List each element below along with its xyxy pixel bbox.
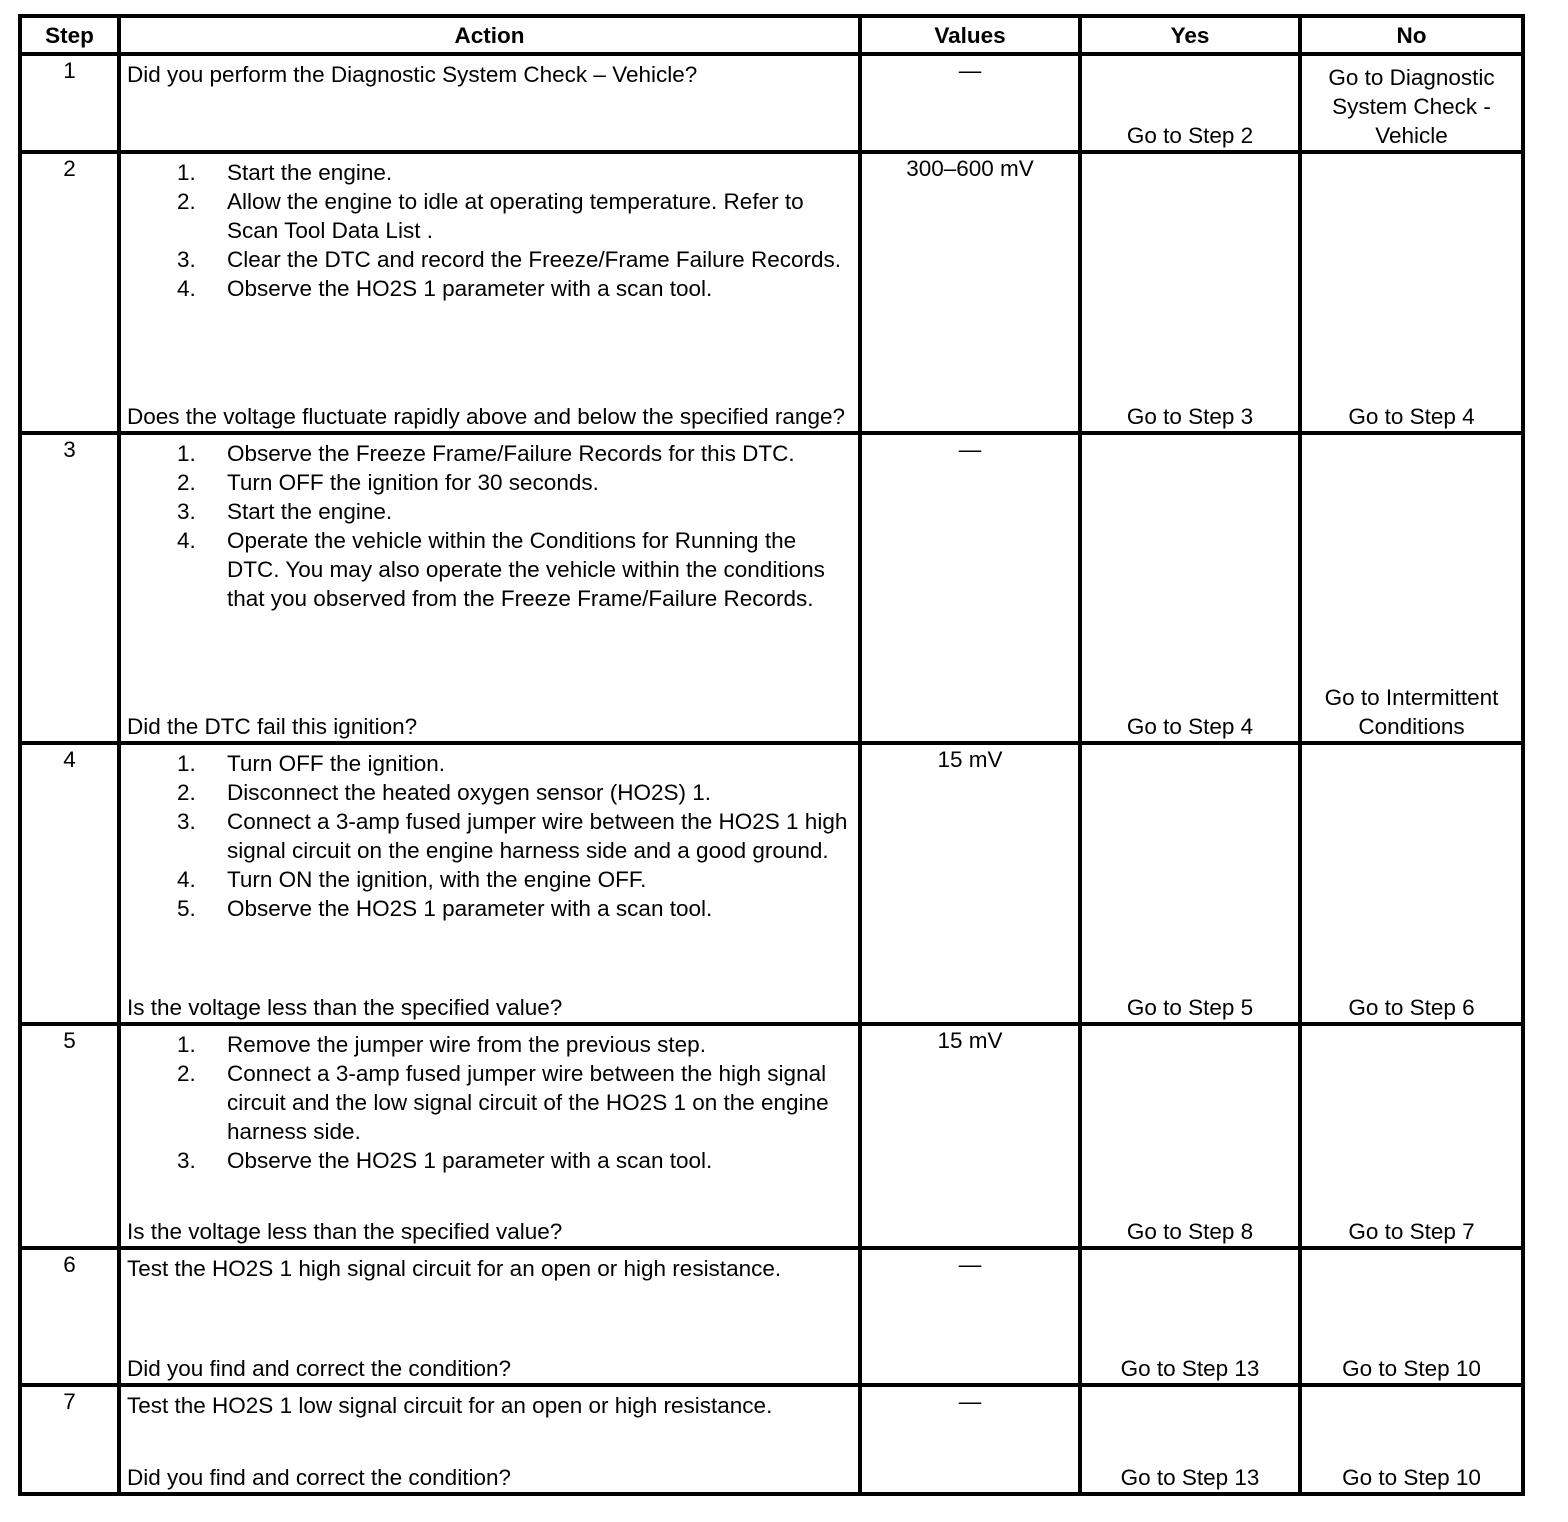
substep-item bbox=[127, 468, 848, 497]
substep-text: Remove the jumper wire from the previous step. bbox=[227, 1032, 706, 1057]
no-cell bbox=[1300, 54, 1523, 152]
substep-number: 2. bbox=[177, 189, 196, 214]
yes-cell bbox=[1080, 743, 1300, 1024]
substep-number: 1. bbox=[177, 160, 196, 185]
no-cell bbox=[1300, 433, 1523, 743]
substep-item bbox=[127, 245, 848, 274]
substep-item bbox=[127, 894, 848, 923]
no-link[interactable]: Go to Diagnostic System Check - Vehicle bbox=[1328, 65, 1495, 148]
substep-number: 2. bbox=[177, 470, 196, 495]
value-cell: — bbox=[860, 1385, 1080, 1494]
action-cell bbox=[119, 433, 860, 743]
no-link[interactable]: Go to Step 7 bbox=[1348, 1219, 1475, 1244]
table-row bbox=[20, 152, 1523, 433]
step-number: 2 bbox=[20, 152, 119, 433]
substep-item bbox=[127, 274, 848, 303]
substep-text: Clear the DTC and record the Freeze/Frame Failure Records. bbox=[227, 247, 841, 272]
substep-number: 3. bbox=[177, 247, 196, 272]
substep-list bbox=[127, 1030, 848, 1175]
substep-item bbox=[127, 1059, 848, 1146]
action-question: Is the voltage less than the specified value? bbox=[127, 1219, 563, 1244]
header-step: Step bbox=[20, 16, 119, 54]
action-cell bbox=[119, 743, 860, 1024]
yes-link[interactable]: Go to Step 13 bbox=[1120, 1356, 1260, 1381]
substep-text: Observe the HO2S 1 parameter with a scan tool. bbox=[227, 896, 713, 921]
substep-number: 3. bbox=[177, 499, 196, 524]
substep-number: 1. bbox=[177, 751, 196, 776]
substep-number: 2. bbox=[177, 780, 196, 805]
header-yes: Yes bbox=[1080, 16, 1300, 54]
substep-number: 4. bbox=[177, 867, 196, 892]
step-number: 6 bbox=[20, 1248, 119, 1385]
no-link[interactable]: Go to Intermittent Conditions bbox=[1324, 685, 1499, 739]
table-row bbox=[20, 1024, 1523, 1248]
no-link[interactable]: Go to Step 6 bbox=[1348, 995, 1475, 1020]
yes-link[interactable]: Go to Step 13 bbox=[1120, 1465, 1260, 1490]
table-body bbox=[20, 54, 1523, 1494]
action-intro: Did you perform the Diagnostic System Check – Vehicle? bbox=[127, 62, 698, 87]
table-row bbox=[20, 433, 1523, 743]
action-cell bbox=[119, 1385, 860, 1494]
substep-text: Allow the engine to idle at operating temperature. Refer to Scan Tool Data List . bbox=[227, 189, 804, 243]
substep-text: Operate the vehicle within the Conditions for Running the DTC. You may also operate the vehicle within the conditions that you observed from the Freeze Frame/Failure Records. bbox=[227, 528, 825, 611]
yes-cell bbox=[1080, 54, 1300, 152]
substep-text: Observe the HO2S 1 parameter with a scan tool. bbox=[227, 276, 713, 301]
action-cell bbox=[119, 1248, 860, 1385]
value-cell: 15 mV bbox=[860, 1024, 1080, 1248]
substep-item bbox=[127, 865, 848, 894]
value-cell: — bbox=[860, 433, 1080, 743]
action-question: Did you find and correct the condition? bbox=[127, 1465, 511, 1490]
yes-link[interactable]: Go to Step 5 bbox=[1126, 995, 1254, 1020]
substep-item bbox=[127, 158, 848, 187]
header-action: Action bbox=[119, 16, 860, 54]
substep-text: Observe the HO2S 1 parameter with a scan tool. bbox=[227, 1148, 713, 1173]
substep-item bbox=[127, 778, 848, 807]
value-cell: — bbox=[860, 1248, 1080, 1385]
value-cell: — bbox=[860, 54, 1080, 152]
value-cell: 15 mV bbox=[860, 743, 1080, 1024]
header-no: No bbox=[1300, 16, 1523, 54]
step-number: 3 bbox=[20, 433, 119, 743]
no-cell bbox=[1300, 1385, 1523, 1494]
yes-cell bbox=[1080, 433, 1300, 743]
substep-item bbox=[127, 187, 848, 245]
yes-link[interactable]: Go to Step 4 bbox=[1126, 714, 1254, 739]
substep-text: Connect a 3-amp fused jumper wire between the HO2S 1 high signal circuit on the engine harness side and a good ground. bbox=[227, 809, 848, 863]
substep-text: Turn OFF the ignition for 30 seconds. bbox=[227, 470, 599, 495]
substep-number: 1. bbox=[177, 1032, 196, 1057]
action-intro: Test the HO2S 1 low signal circuit for an open or high resistance. bbox=[127, 1393, 773, 1418]
substep-item bbox=[127, 807, 848, 865]
action-question: Is the voltage less than the specified value? bbox=[127, 995, 563, 1020]
step-number: 7 bbox=[20, 1385, 119, 1494]
action-question: Does the voltage fluctuate rapidly above and below the specified range? bbox=[127, 404, 845, 429]
yes-cell bbox=[1080, 1248, 1300, 1385]
substep-number: 3. bbox=[177, 1148, 196, 1173]
step-number: 1 bbox=[20, 54, 119, 152]
no-cell bbox=[1300, 1248, 1523, 1385]
substep-list bbox=[127, 439, 848, 613]
substep-number: 4. bbox=[177, 528, 196, 553]
value-cell: 300–600 mV bbox=[860, 152, 1080, 433]
table-row bbox=[20, 54, 1523, 152]
yes-link[interactable]: Go to Step 3 bbox=[1126, 404, 1254, 429]
step-number: 4 bbox=[20, 743, 119, 1024]
substep-number: 4. bbox=[177, 276, 196, 301]
no-link[interactable]: Go to Step 10 bbox=[1342, 1356, 1481, 1381]
substep-number: 3. bbox=[177, 809, 196, 834]
action-cell bbox=[119, 152, 860, 433]
substep-list bbox=[127, 749, 848, 923]
header-row bbox=[20, 16, 1523, 54]
step-number: 5 bbox=[20, 1024, 119, 1248]
action-intro: Test the HO2S 1 high signal circuit for an open or high resistance. bbox=[127, 1256, 782, 1281]
substep-item bbox=[127, 1146, 848, 1175]
substep-number: 5. bbox=[177, 896, 196, 921]
yes-link[interactable]: Go to Step 2 bbox=[1126, 123, 1254, 148]
substep-text: Disconnect the heated oxygen sensor (HO2S) 1. bbox=[227, 780, 712, 805]
yes-link[interactable]: Go to Step 8 bbox=[1126, 1219, 1254, 1244]
substep-item bbox=[127, 439, 848, 468]
action-question: Did you find and correct the condition? bbox=[127, 1356, 511, 1381]
substep-text: Connect a 3-amp fused jumper wire between the high signal circuit and the low signal circuit of the HO2S 1 on the engine harness side. bbox=[227, 1061, 829, 1144]
substep-text: Start the engine. bbox=[227, 499, 393, 524]
table-row bbox=[20, 743, 1523, 1024]
diagnostic-table bbox=[18, 14, 1525, 1496]
yes-cell bbox=[1080, 152, 1300, 433]
substep-number: 1. bbox=[177, 441, 196, 466]
no-cell bbox=[1300, 743, 1523, 1024]
table-row bbox=[20, 1248, 1523, 1385]
substep-number: 2. bbox=[177, 1061, 196, 1086]
substep-text: Turn OFF the ignition. bbox=[227, 751, 446, 776]
no-link[interactable]: Go to Step 4 bbox=[1348, 404, 1475, 429]
substep-item bbox=[127, 749, 848, 778]
substep-text: Start the engine. bbox=[227, 160, 393, 185]
substep-item bbox=[127, 1030, 848, 1059]
yes-cell bbox=[1080, 1385, 1300, 1494]
header-values: Values bbox=[860, 16, 1080, 54]
no-link[interactable]: Go to Step 10 bbox=[1342, 1465, 1481, 1490]
yes-cell bbox=[1080, 1024, 1300, 1248]
substep-list bbox=[127, 158, 848, 303]
action-cell bbox=[119, 1024, 860, 1248]
action-cell bbox=[119, 54, 860, 152]
no-cell bbox=[1300, 152, 1523, 433]
no-cell bbox=[1300, 1024, 1523, 1248]
substep-item bbox=[127, 526, 848, 613]
substep-text: Turn ON the ignition, with the engine OFF. bbox=[227, 867, 647, 892]
substep-item bbox=[127, 497, 848, 526]
substep-text: Observe the Freeze Frame/Failure Records for this DTC. bbox=[227, 441, 795, 466]
action-question: Did the DTC fail this ignition? bbox=[127, 714, 418, 739]
table-row bbox=[20, 1385, 1523, 1494]
